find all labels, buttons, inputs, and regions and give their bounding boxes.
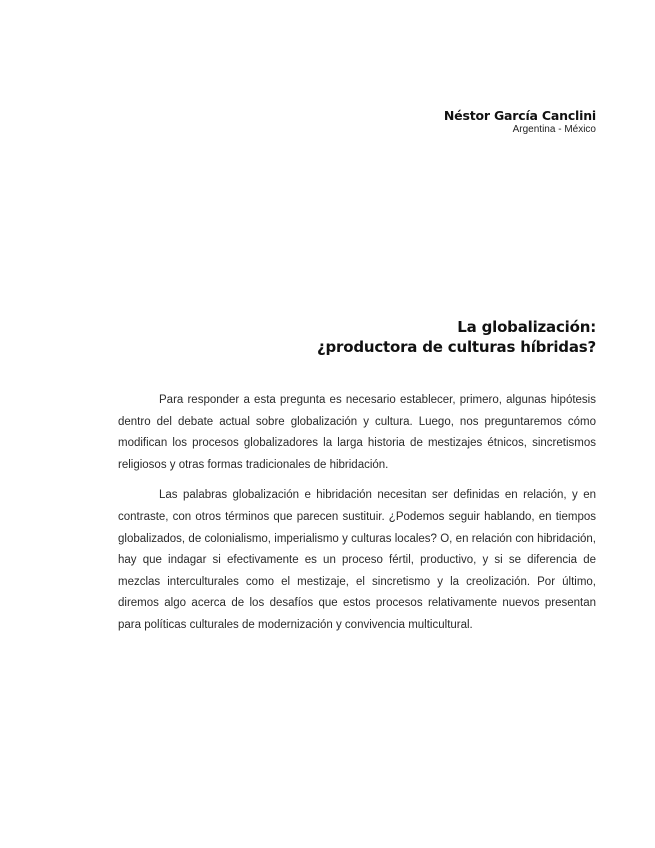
title-line-1: La globalización: bbox=[457, 318, 596, 336]
author-block bbox=[444, 108, 596, 136]
article-title bbox=[317, 317, 596, 357]
body-paragraph-2: Las palabras globalización e hibridación necesitan ser definidas en relación, y en contraste, con otros términos que parecen sustituir. ¿Podemos seguir hablando, en tiempos globalizados, de colonialismo, imperialismo y culturas locales? O, en relación con hibridación, hay que indagar si efectivamente es un proceso fértil, productivo, y si se diferencia de mezclas interculturales como el mestizaje, el sincretismo y la creolización. Por último, diremos algo acerca de los desafíos que estos procesos relativamente nuevos presentan para políticas culturales de modernización y convivencia multicultural. bbox=[118, 489, 596, 631]
article-body bbox=[118, 390, 596, 646]
title-line-2: ¿productora de culturas híbridas? bbox=[316, 338, 596, 356]
author-location: Argentina - México bbox=[512, 124, 596, 135]
body-paragraph-1: Para responder a esta pregunta es necesario establecer, primero, algunas hipótesis dentro del debate actual sobre globalización y cultura. Luego, nos preguntaremos cómo modifican los procesos globalizadores la larga historia de mestizajes étnicos, sincretismos religiosos y otras formas tradicionales de hibridación. bbox=[118, 394, 596, 471]
author-name: Néstor García Canclini bbox=[443, 108, 596, 123]
